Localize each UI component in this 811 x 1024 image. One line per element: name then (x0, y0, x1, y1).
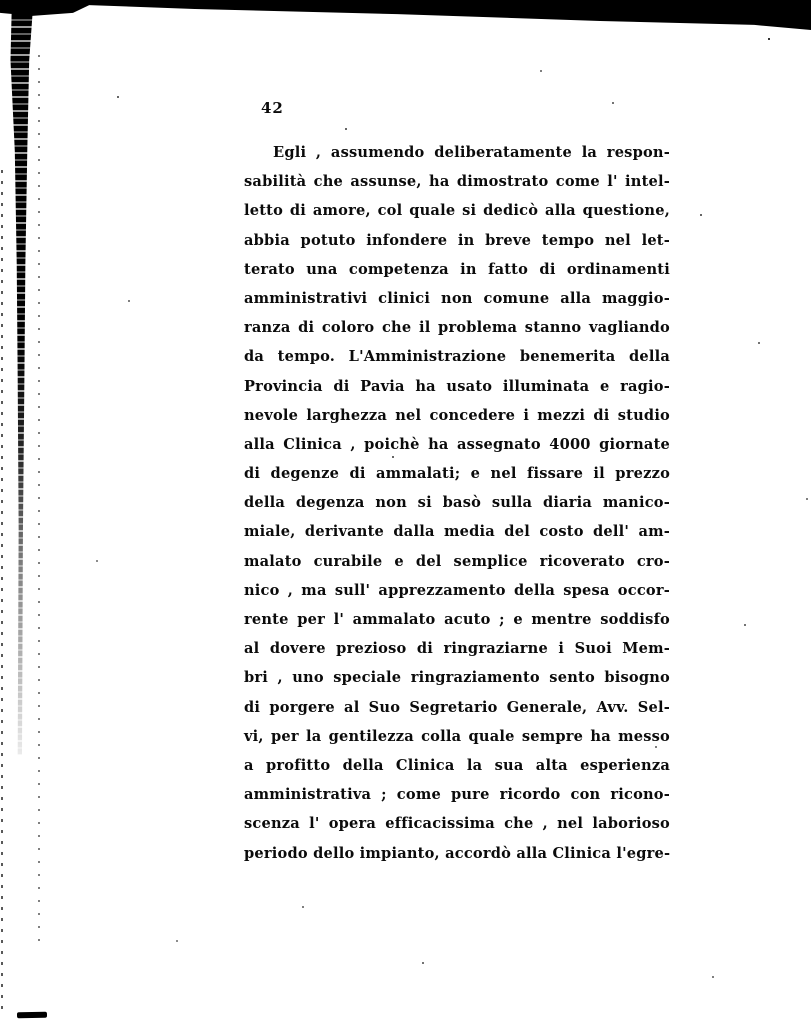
text-line: nico , ma sull' apprezzamento della spesa occor- (244, 581, 670, 599)
scan-noise-dotted-line (38, 55, 40, 945)
text-line: Provincia di Pavia ha usato illuminata e ragio- (244, 377, 670, 395)
text-line: sabilità che assunse, ha dimostrato come l' intel- (244, 173, 670, 191)
body-text (244, 138, 670, 868)
text-line: rente per l' ammalato acuto ; e mentre soddisfo (244, 611, 670, 628)
text-line: malato curabile e del semplice ricoverato cro- (244, 552, 670, 570)
scan-noise-dots (0, 0, 2, 2)
text-line: Egli , assumendo deliberatamente la respon- (273, 144, 670, 161)
text-line: miale, derivante dalla media del costo dell' am- (244, 523, 670, 541)
text-line: vi, per la gentilezza colla quale sempre ha messo (244, 727, 670, 745)
text-line: da tempo. L'Amministrazione benemerita della (244, 348, 670, 366)
text-line: di degenze di ammalati; e nel fissare il prezzo (244, 465, 670, 483)
text-line: scenza l' opera efficacissima che , nel laborioso (244, 815, 670, 833)
text-line: ranza di coloro che il problema stanno vagliando (244, 319, 670, 337)
text-line: amministrativa ; come pure ricordo con ricono- (244, 786, 670, 804)
text-line: di porgere al Suo Segretario Generale, Avv. Sel- (244, 698, 670, 716)
scan-top-edge-shadow (0, 0, 811, 30)
text-line: terato una competenza in fatto di ordinamenti (244, 260, 670, 278)
text-line: letto di amore, col quale si dedicò alla questione, (244, 202, 670, 220)
text-line: al dovere prezioso di ringraziarne i Suoi Mem- (244, 640, 670, 658)
text-line: alla Clinica , poichè ha assegnato 4000 giornate (244, 435, 670, 453)
ink-smudge (17, 1012, 47, 1019)
text-line: della degenza non si basò sulla diaria manico- (244, 494, 670, 512)
book-binding-shadow (10, 0, 34, 755)
text-line: nevole larghezza nel concedere i mezzi di studio (244, 406, 670, 424)
text-line: abbia potuto infondere in breve tempo nel let- (244, 231, 670, 249)
page-number: 42 (261, 99, 284, 117)
text-line: bri , uno speciale ringraziamento sento bisogno (244, 669, 670, 687)
text-line: a profitto della Clinica la sua alta esperienza (244, 756, 670, 774)
text-line: amministrativi clinici non comune alla maggio- (244, 289, 670, 307)
scan-noise-dotted-line (1, 170, 3, 1010)
text-line: periodo dello impianto, accordò alla Clinica l'egre- (244, 844, 671, 862)
